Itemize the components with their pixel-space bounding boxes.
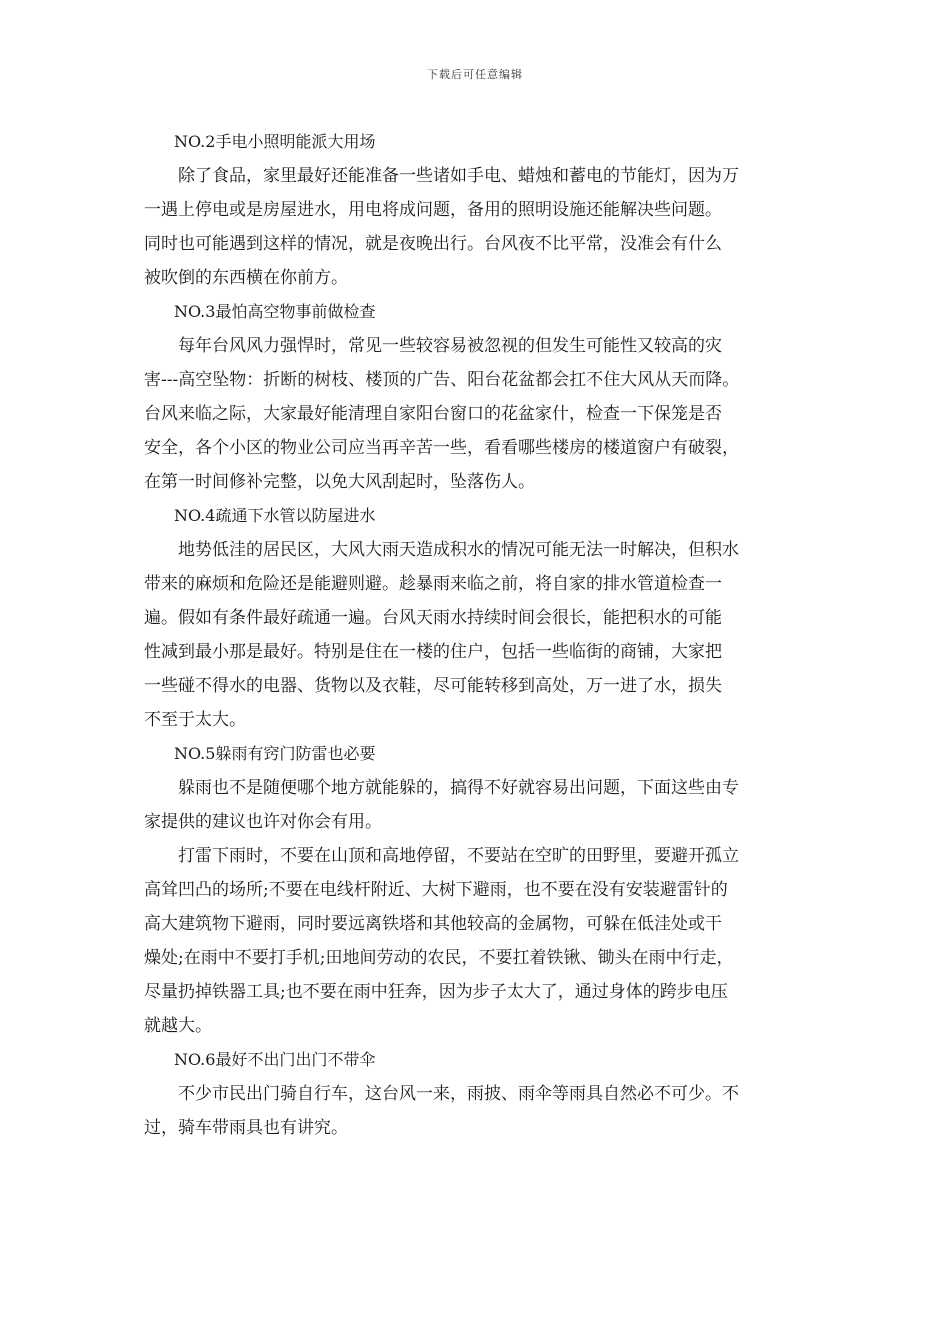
section-heading: NO.5躲雨有窍门防雷也必要 (174, 744, 376, 763)
text-line: 被吹倒的东西横在你前方。 (144, 268, 348, 288)
section-heading: NO.2手电小照明能派大用场 (174, 132, 376, 151)
text-line: 带来的麻烦和危险还是能避则避。趁暴雨来临之前，将自家的排水管道检查一 (144, 574, 722, 594)
text-line: 过，骑车带雨具也有讲究。 (144, 1118, 348, 1138)
text-line: 燥处;在雨中不要打手机;田地间劳动的农民，不要扛着铁锹、锄头在雨中行走， (144, 948, 734, 968)
text-line: 一些碰不得水的电器、货物以及衣鞋，尽可能转移到高处，万一进了水，损失 (144, 676, 722, 696)
text-line: 地势低洼的居民区，大风大雨天造成积水的情况可能无法一时解决，但积水 (178, 540, 739, 560)
text-line: 不至于太大。 (144, 710, 246, 730)
text-line: 除了食品，家里最好还能准备一些诸如手电、蜡烛和蓄电的节能灯，因为万 (178, 166, 739, 186)
text-line: 每年台风风力强悍时，常见一些较容易被忽视的但发生可能性又较高的灾 (178, 336, 722, 356)
document-body (144, 125, 808, 1145)
text-line: 尽量扔掉铁器工具;也不要在雨中狂奔，因为步子太大了，通过身体的跨步电压 (144, 982, 728, 1002)
paragraph (144, 771, 808, 839)
paragraph (144, 329, 808, 499)
text-line: 打雷下雨时，不要在山顶和高地停留，不要站在空旷的田野里，要避开孤立 (178, 846, 739, 866)
header-note: 下载后可任意编辑 (427, 68, 523, 81)
text-line: 一遇上停电或是房屋进水，用电将成问题，备用的照明设施还能解决些问题。 (144, 200, 722, 220)
section-heading: NO.6最好不出门出门不带伞 (174, 1050, 376, 1069)
text-line: 在第一时间修补完整，以免大风刮起时，坠落伤人。 (144, 472, 535, 492)
text-line: 不少市民出门骑自行车，这台风一来，雨披、雨伞等雨具自然必不可少。不 (178, 1084, 739, 1104)
text-line: 同时也可能遇到这样的情况，就是夜晚出行。台风夜不比平常，没准会有什么 (144, 234, 722, 254)
text-line: 家提供的建议也许对你会有用。 (144, 812, 382, 832)
text-line: 高耸凹凸的场所;不要在电线杆附近、大树下避雨，也不要在没有安装避雷针的 (144, 880, 728, 900)
text-line: 就越大。 (144, 1016, 212, 1036)
text-line: 性减到最小那是最好。特别是住在一楼的住户，包括一些临街的商铺，大家把 (144, 642, 722, 662)
paragraph (144, 533, 808, 737)
section-heading: NO.3最怕高空物事前做检查 (174, 302, 376, 321)
paragraph (144, 159, 808, 295)
text-line: 遍。假如有条件最好疏通一遍。台风天雨水持续时间会很长，能把积水的可能 (144, 608, 722, 628)
text-line: 台风来临之际，大家最好能清理自家阳台窗口的花盆家什，检查一下保笼是否 (144, 404, 722, 424)
text-line: 安全，各个小区的物业公司应当再辛苦一些，看看哪些楼房的楼道窗户有破裂， (144, 438, 739, 458)
paragraph (144, 1077, 808, 1145)
text-line: 害---高空坠物：折断的树枝、楼顶的广告、阳台花盆都会扛不住大风从天而降。 (144, 370, 740, 390)
text-line: 高大建筑物下避雨，同时要远离铁塔和其他较高的金属物，可躲在低洼处或干 (144, 914, 722, 934)
text-line: 躲雨也不是随便哪个地方就能躲的，搞得不好就容易出问题，下面这些由专 (178, 778, 739, 798)
section-heading: NO.4疏通下水管以防屋进水 (174, 506, 376, 525)
paragraph (144, 839, 808, 1043)
